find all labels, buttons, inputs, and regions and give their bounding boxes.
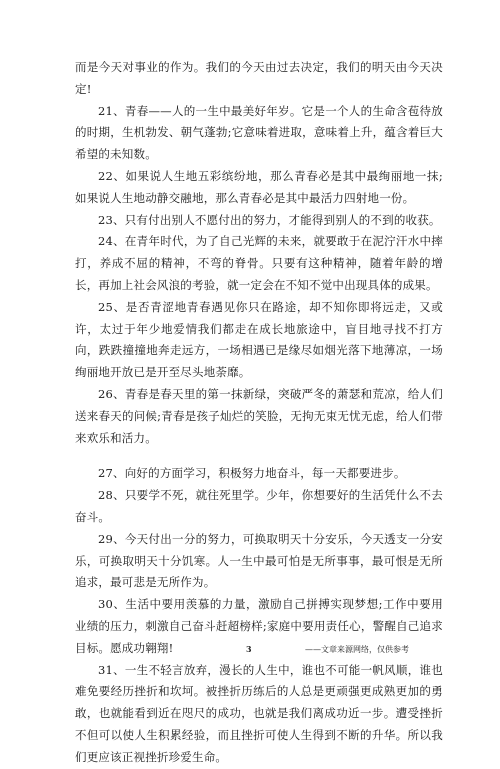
paragraph-26: 26、青春是春天里的第一抹新绿，突破严冬的萧瑟和荒凉，给人们送来春天的问候;青春是孩子灿烂的笑脸，无拘无束无忧无虑，给人们带来欢乐和活力。 (75, 386, 443, 445)
paragraph-31: 31、一生不轻言放弃，漫长的人生中，谁也不可能一帆风顺，谁也难免要经历挫折和坎坷。被挫折历练后的人总是更顽强更成熟更加的勇敢，也就能看到近在咫尺的成功，也就是我们离成功近一步。遭受挫折不但可以使人生积累经验，而且挫折可使人生得到不断的升华。所以我们更应该正视挫折珍爱生命。 (75, 662, 443, 764)
page-footer (0, 644, 500, 660)
source-note: ——文章来源网络，仅供参考 (305, 645, 409, 654)
paragraph-28: 28、只要学不死，就往死里学。少年，你想要好的生活凭什么不去奋斗。 (75, 488, 443, 524)
paragraph-23: 23、只有付出别人不愿付出的努力，才能得到别人的不到的收获。 (98, 212, 441, 227)
paragraph-29: 29、今天付出一分的努力，可换取明天十分安乐，今天透支一分安乐，可换取明天十分饥寒。人一生中最可怕是无所事事，最可恨是无所追求，最可悲是无所作为。 (75, 531, 443, 590)
paragraph-24: 24、在青年时代，为了自己光辉的未来，就要敢于在泥泞汗水中摔打，养成不屈的精神，不弯的脊骨。只要有这种精神，随着年龄的增长，再加上社会风浪的考验，就一定会在不知不觉中出现具体的成果。 (75, 234, 443, 292)
paragraph-30: 30、生活中要用羡慕的力量，激励自己拼搏实现梦想;工作中要用业绩的压力，刺激自己奋斗赶超榜样;家庭中要用责任心，警醒自己追求目标。愿成功翱翔! (75, 597, 443, 655)
paragraph-22: 22、如果说人生地五彩缤纷地，那么青春必是其中最绚丽地一抹;如果说人生地动静交融地，那么青春必是其中最活力四射地一份。 (75, 168, 443, 205)
paragraph-continuation: 而是今天对事业的作为。我们的今天由过去决定，我们的明天由今天决定! (75, 60, 443, 96)
paragraph-27: 27、向好的方面学习，积极努力地奋斗，每一天都要进步。 (98, 466, 406, 481)
paragraph-25: 25、是否青涩地青春遇见你只在路途，却不知你即将远走，又或许，太过于年少地爱情我们都走在成长地旅途中，盲目地寻找不打方向，跌跌撞撞地奔走远方，一场相遇已是缘尽如烟光落下地薄凉，一场绚丽地开放已是开至尽头地荼靡。 (75, 299, 443, 380)
paragraph-21: 21、青春——人的一生中最美好年岁。它是一个人的生命含苞待放的时期，生机勃发、朝气蓬勃;它意味着进取，意味着上升，蕴含着巨大希望的未知数。 (75, 103, 443, 162)
section-gap (75, 449, 443, 463)
page-number: 3 (246, 644, 252, 654)
document-body (75, 57, 443, 769)
